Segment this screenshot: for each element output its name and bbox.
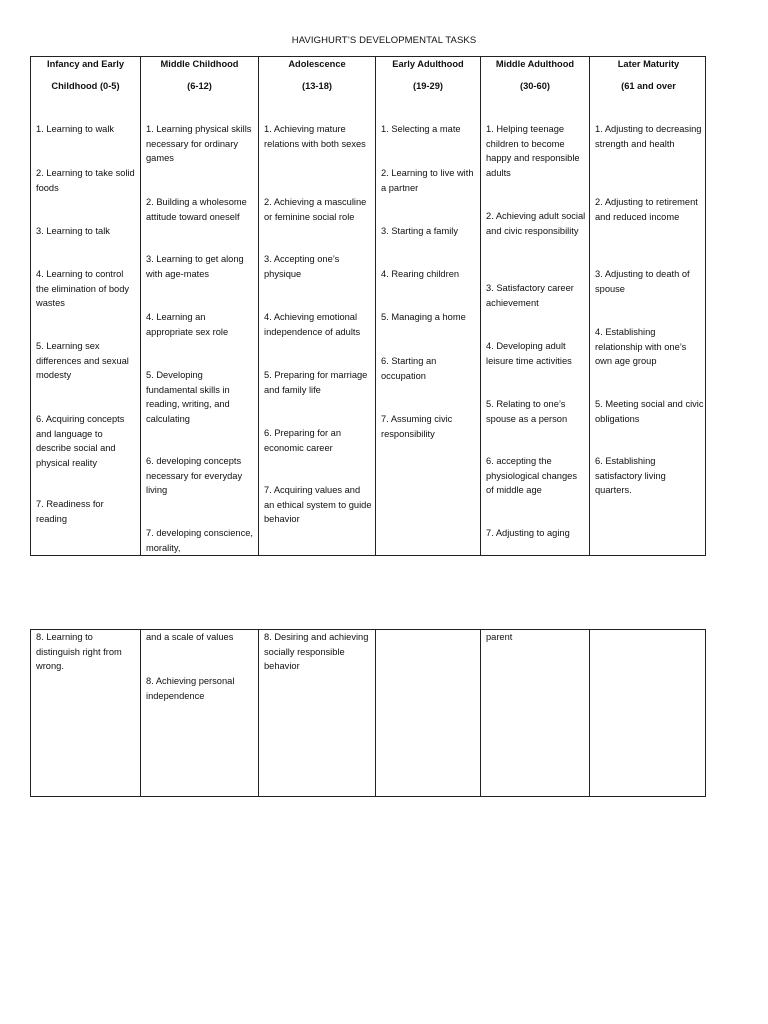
task-item: 7. Adjusting to aging: [486, 528, 570, 538]
task-item: 4. Establishing relationship with one’s own age group: [595, 327, 687, 366]
task-item: 5. Preparing for marriage and family life: [264, 370, 368, 395]
task-item: 7. Assuming civic responsibility: [381, 414, 453, 439]
column-adolescence: Adolescence (13-18) 1. Achieving mature relations with both sexes 2. Achieving a masculine or feminine social role 3. Accepting one’s physique 4. Achieving emotional independence of adults 5. Preparing for marriage and family life 6. Preparing for an economic career 7. Acquiring values and an ethical system to guide behavior: [258, 57, 375, 555]
task-item: 5. Meeting social and civic obligations: [595, 399, 704, 424]
column-middle-childhood-cont: [140, 630, 258, 796]
task-item: 6. accepting the physiological changes of middle age: [486, 456, 577, 495]
task-item: 2. Achieving adult social and civic responsibility: [486, 211, 586, 236]
task-item: 8. Achieving personal independence: [146, 676, 235, 701]
task-item: 4. Learning an appropriate sex role: [146, 312, 229, 337]
task-item: 3. Learning to get along with age-mates: [146, 254, 244, 279]
column-middle-adulthood: Middle Adulthood (30-60) 1. Helping teenage children to become happy and responsible adults 2. Achieving adult social and civic responsibility 3. Satisfactory career achievement 4. Developing adult leisure time activities 5. Relating to one’s spouse as a person 6. accepting the physiological changes of middle age 7. Adjusting to aging: [480, 57, 589, 555]
column-infancy: Infancy and Early Childhood (0-5) 1. Learning to walk 2. Learning to take solid foods 3. Learning to talk 4. Learning to control the elimination of body wastes 5. Learning sex differences and sexual modesty 6. Acquiring concepts and language to describe social and physical reality 7. Readiness for reading: [31, 57, 140, 555]
task-item: parent: [486, 632, 513, 642]
task-item: 1. Helping teenage children to become happy and responsible adults: [486, 124, 580, 178]
task-item: 3. Starting a family: [381, 226, 458, 236]
task-item: 2. Achieving a masculine or feminine social role: [264, 197, 367, 222]
task-item: 4. Rearing children: [381, 269, 460, 279]
task-item: 7. Readiness for reading: [36, 499, 104, 524]
task-item: 5. Developing fundamental skills in reading, writing, and calculating: [146, 370, 230, 424]
task-item: 1. Adjusting to decreasing strength and health: [595, 124, 702, 149]
task-item: 2. Adjusting to retirement and reduced income: [595, 197, 698, 222]
task-item: 1. Achieving mature relations with both sexes: [264, 124, 366, 149]
task-item: 7. developing conscience, morality,: [146, 528, 253, 553]
column-middle-childhood: Middle Childhood (6-12) 1. Learning physical skills necessary for ordinary games 2. Building a wholesome attitude toward oneself 3. Learning to get along with age-mates 4. Learning an appropriate sex role 5. Developing fundamental skills in reading, writing, and calculating 6. developing concepts necessary for everyday living 7. developing conscience, morality,: [140, 57, 258, 555]
column-adolescence-cont: [258, 630, 375, 796]
task-item: 6. Acquiring concepts and language to describe social and physical reality: [36, 414, 125, 468]
task-item: 6. Preparing for an economic career: [264, 428, 342, 453]
task-item: 6. Starting an occupation: [381, 356, 437, 381]
task-item: 4. Developing adult leisure time activities: [486, 341, 572, 366]
tasks-table-page-1: [30, 56, 706, 556]
task-item: 2. Building a wholesome attitude toward oneself: [146, 197, 247, 222]
task-item: 5. Learning sex differences and sexual modesty: [36, 341, 129, 380]
task-item: and a scale of values: [146, 632, 234, 642]
task-item: 4. Learning to control the elimination of body wastes: [36, 269, 130, 308]
task-item: 4. Achieving emotional independence of adults: [264, 312, 361, 337]
document-title: HAVIGHURT’S DEVELOPMENTAL TASKS: [291, 35, 477, 46]
task-item: 6. developing concepts necessary for everyday living: [146, 456, 243, 495]
task-item: 3. Accepting one’s physique: [264, 254, 340, 279]
column-early-adulthood-cont: [375, 630, 480, 796]
task-item: 3. Adjusting to death of spouse: [595, 269, 690, 294]
task-item: 8. Desiring and achieving socially responsible behavior: [264, 632, 369, 671]
task-item: 3. Learning to talk: [36, 226, 110, 236]
column-early-adulthood: Early Adulthood (19-29) 1. Selecting a mate 2. Learning to live with a partner 3. Starting a family 4. Rearing children 5. Managing a home 6. Starting an occupation 7. Assuming civic responsibility: [375, 57, 480, 555]
task-item: 6. Establishing satisfactory living quarters.: [595, 456, 666, 495]
task-item: 5. Managing a home: [381, 312, 466, 322]
task-item: 1. Learning to walk: [36, 124, 115, 134]
column-later-maturity-cont: [589, 630, 707, 796]
task-item: 1. Learning physical skills necessary for ordinary games: [146, 124, 252, 163]
tasks-table-page-2: [30, 629, 706, 797]
column-infancy-cont: [31, 630, 140, 796]
task-item: 7. Acquiring values and an ethical system to guide behavior: [264, 485, 372, 524]
column-later-maturity: Later Maturity (61 and over 1. Adjusting to decreasing strength and health 2. Adjusting to retirement and reduced income 3. Adjusting to death of spouse 4. Establishing relationship with one’s own age group 5. Meeting social and civic obligations 6. Establishing satisfactory living quarters.: [589, 57, 707, 555]
task-item: 3. Satisfactory career achievement: [486, 283, 574, 308]
task-item: 2. Learning to take solid foods: [36, 168, 135, 193]
task-item: 2. Learning to live with a partner: [381, 168, 474, 193]
task-item: 5. Relating to one’s spouse as a person: [486, 399, 568, 424]
task-item: 8. Learning to distinguish right from wrong.: [36, 632, 122, 671]
column-middle-adulthood-cont: [480, 630, 589, 796]
task-item: 1. Selecting a mate: [381, 124, 461, 134]
